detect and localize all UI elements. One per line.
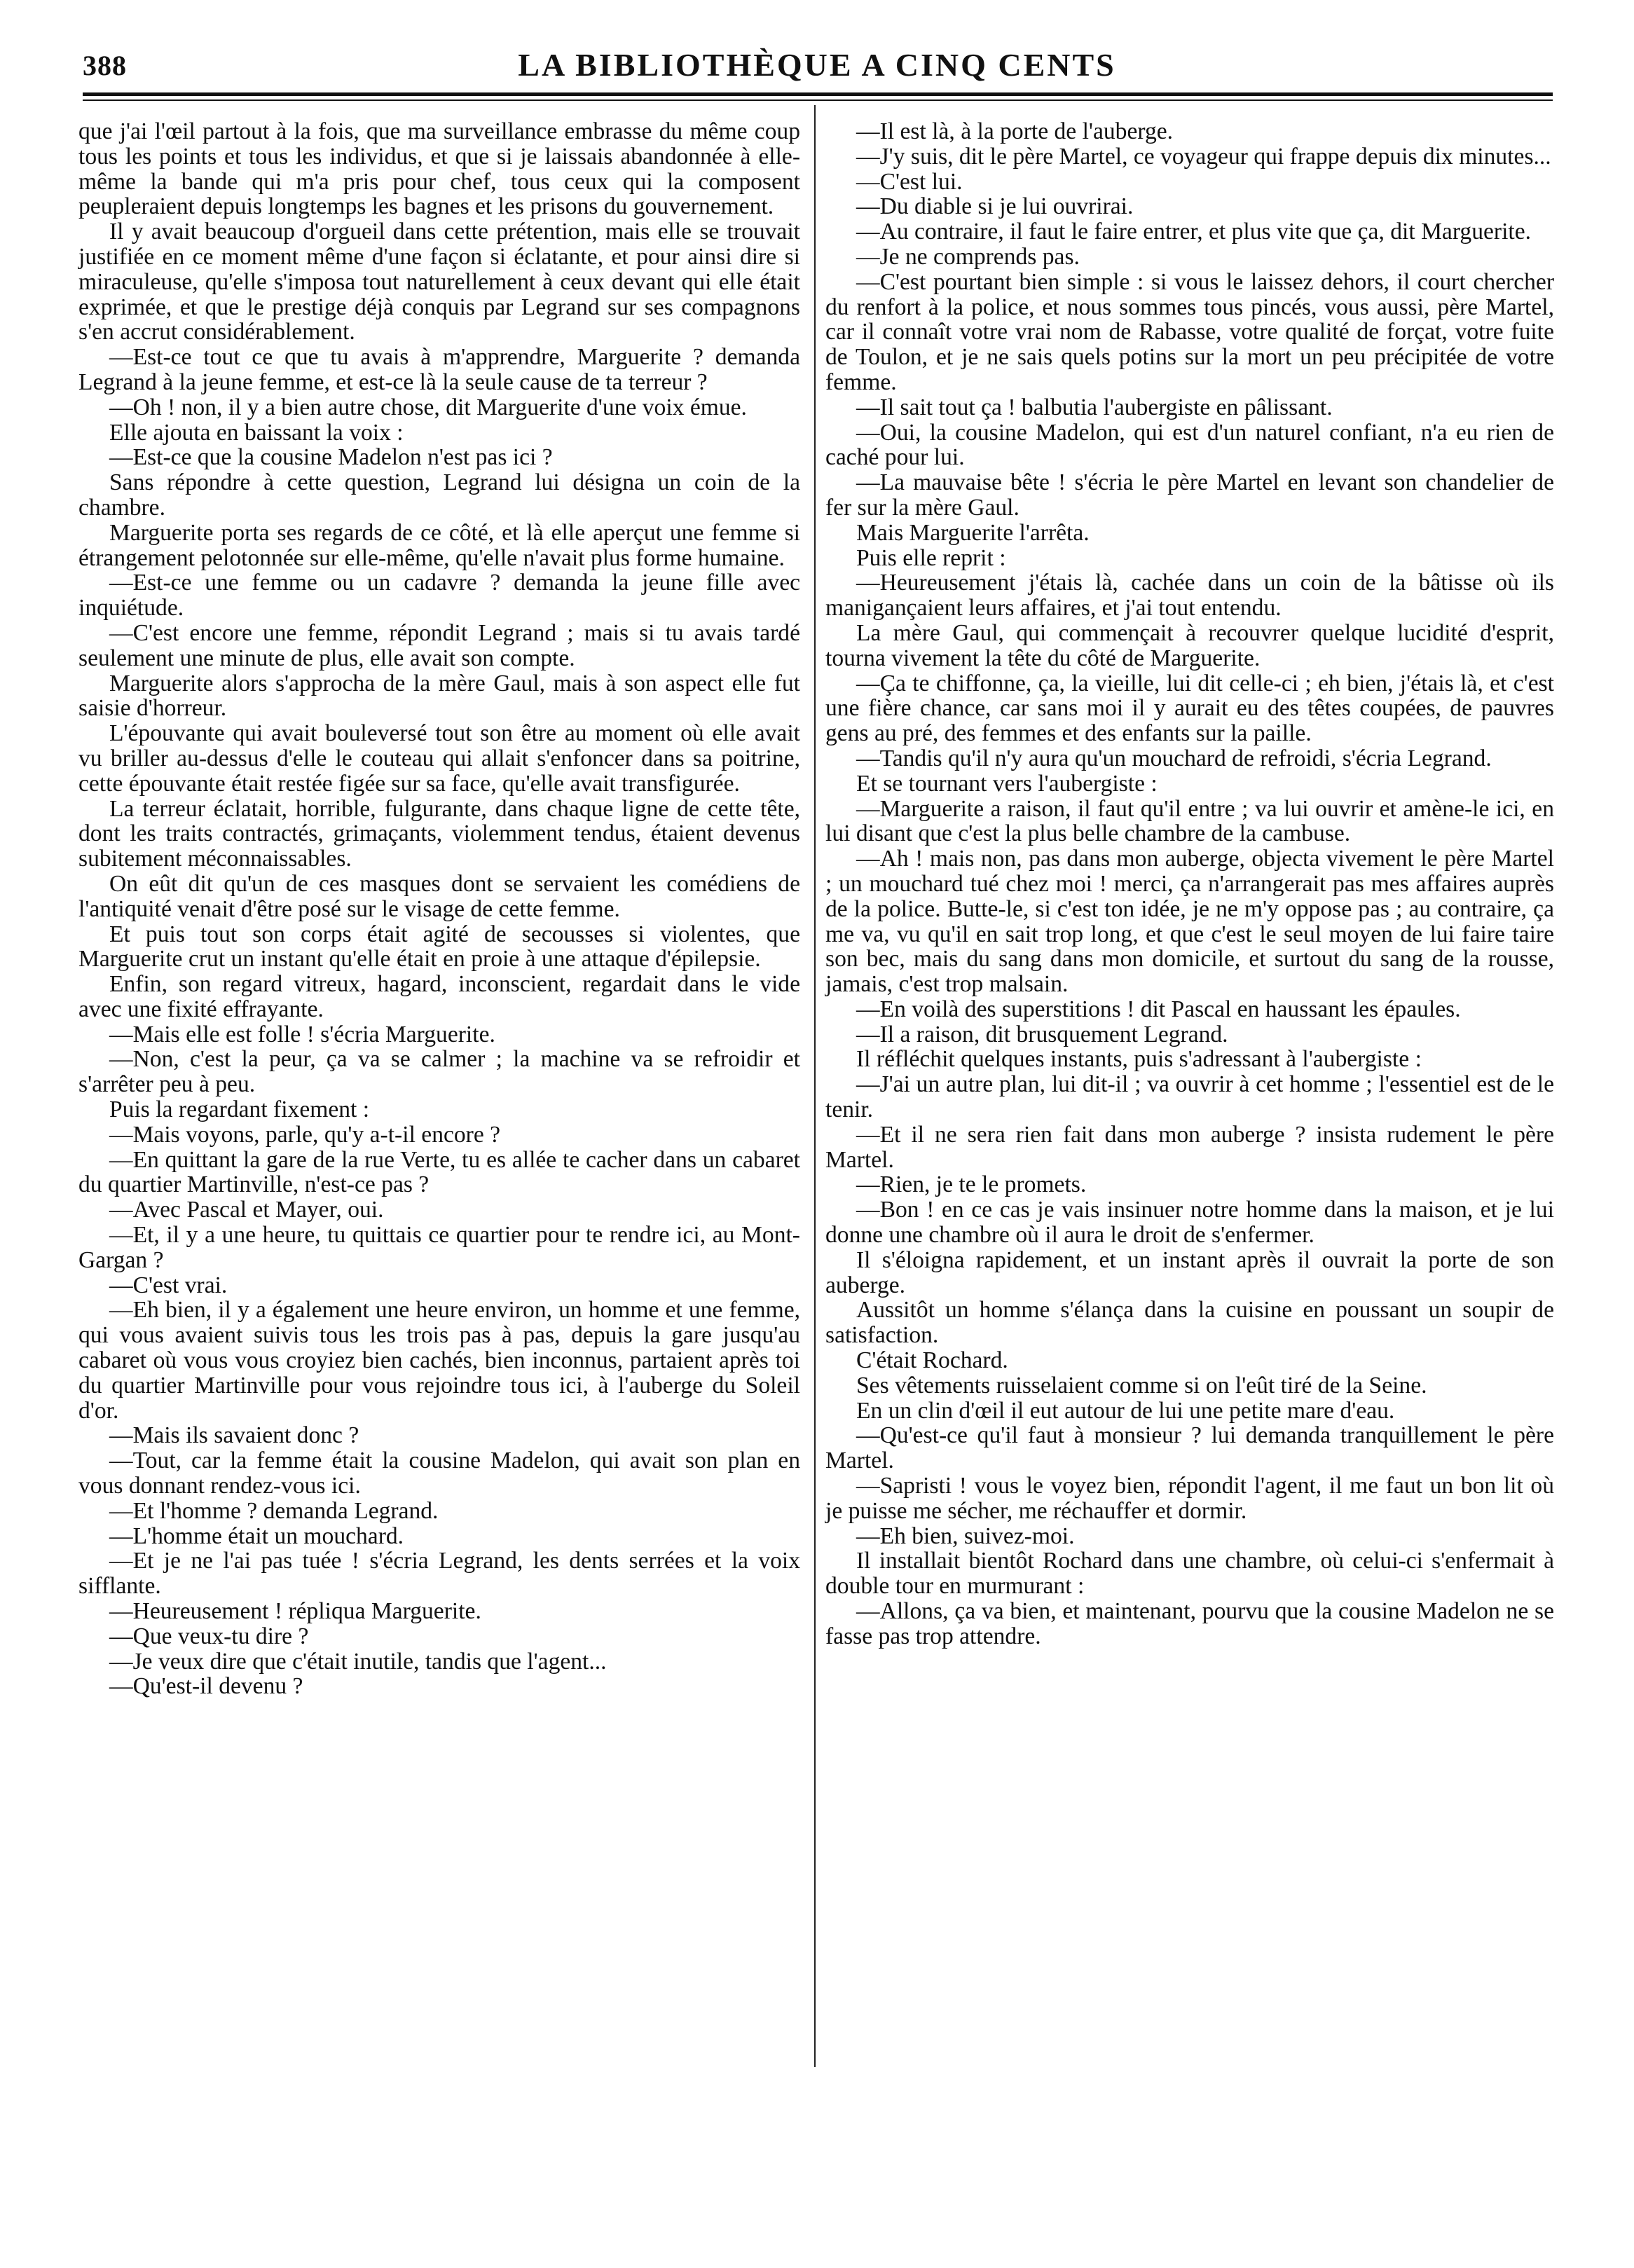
paragraph: Il s'éloigna rapidement, et un instant après il ouvrait la porte de son auberge.	[825, 1246, 1554, 1298]
header-rule	[83, 92, 1553, 96]
paragraph: Il réfléchit quelques instants, puis s'adressant à l'aubergiste :	[856, 1046, 1422, 1073]
paragraph: —C'est vrai.	[109, 1272, 228, 1298]
page-header	[83, 43, 1551, 92]
paragraph: —Du diable si je lui ouvrirai.	[856, 193, 1134, 220]
paragraph: Et se tournant vers l'aubergiste :	[856, 770, 1158, 797]
column-divider	[814, 105, 816, 2067]
paragraph: —Eh bien, suivez-moi.	[856, 1523, 1075, 1549]
left-column	[78, 119, 800, 1699]
paragraph: —Est-ce que la cousine Madelon n'est pas ici ?	[109, 444, 553, 471]
paragraph: —J'y suis, dit le père Martel, ce voyageur qui frappe depuis dix minutes...	[856, 143, 1551, 170]
paragraph: —Mais ils savaient donc ?	[109, 1422, 359, 1449]
paragraph: —Il a raison, dit brusquement Legrand.	[856, 1021, 1228, 1047]
paragraph: —Et l'homme ? demanda Legrand.	[109, 1497, 439, 1524]
paragraph: Elle ajouta en baissant la voix :	[109, 419, 404, 446]
paragraph: —C'est pourtant bien simple : si vous le laissez dehors, il court chercher du renfort à la police, et nous sommes tous pincés, vous aussi, père Martel, car il connaît votre vrai nom de Rabasse, votre qualité de forçat, votre fuite de Toulon, et je ne sais quels potins sur la mort un peu précipitée de votre femme.	[825, 268, 1554, 395]
paragraph: —En quittant la gare de la rue Verte, tu es allée te cacher dans un cabaret du quartier Martinville, n'est-ce pas ?	[78, 1146, 800, 1198]
paragraph: Ses vêtements ruisselaient comme si on l'eût tiré de la Seine.	[856, 1372, 1427, 1398]
paragraph: Aussitôt un homme s'élança dans la cuisine en poussant un soupir de satisfaction.	[825, 1297, 1554, 1349]
paragraph: C'était Rochard.	[856, 1347, 1008, 1374]
paragraph: —Tandis qu'il n'y aura qu'un mouchard de refroidi, s'écria Legrand.	[856, 745, 1492, 771]
paragraph: —Et je ne l'ai pas tuée ! s'écria Legrand, les dents serrées et la voix sifflante.	[78, 1548, 800, 1600]
paragraph: —Bon ! en ce cas je vais insinuer notre homme dans la maison, et je lui donne une chambre où il aura le droit de s'enfermer.	[825, 1197, 1554, 1249]
paragraph: —Est-ce une femme ou un cadavre ? demanda la jeune fille avec inquiétude.	[78, 570, 800, 621]
paragraph: que j'ai l'œil partout à la fois, que ma surveillance embrasse du même coup tous les points et tous les individus, et que si je laissais abandonnée à elle-même la bande qui m'a pris pour chef, tous ceux qui la composent peupleraient depuis longtemps les bagnes et les prisons du gouvernement.	[78, 118, 800, 220]
paragraph: On eût dit qu'un de ces masques dont se servaient les comédiens de l'antiquité venait d'être posé sur le visage de cette femme.	[78, 870, 800, 922]
paragraph: Puis elle reprit :	[856, 544, 1006, 571]
paragraph: —Oh ! non, il y a bien autre chose, dit Marguerite d'une voix émue.	[109, 394, 747, 420]
paragraph: —Et il ne sera rien fait dans mon auberge ? insista rudement le père Martel.	[825, 1121, 1554, 1173]
paragraph: —Il est là, à la porte de l'auberge.	[856, 118, 1174, 144]
paragraph: —Il sait tout ça ! balbutia l'aubergiste en pâlissant.	[856, 394, 1333, 420]
paragraph: —C'est encore une femme, répondit Legrand ; mais si tu avais tardé seulement une minute de plus, elle avait son compte.	[78, 619, 800, 671]
paragraph: Et puis tout son corps était agité de secousses si violentes, que Marguerite crut un instant qu'elle était en proie à une attaque d'épilepsie.	[78, 921, 800, 973]
paragraph: —Heureusement j'étais là, cachée dans un coin de la bâtisse où ils manigançaient leurs affaires, et j'ai tout entendu.	[825, 570, 1554, 621]
paragraph: Il y avait beaucoup d'orgueil dans cette prétention, mais elle se trouvait justifiée en ce moment même d'une façon si éclatante, et pour ainsi dire si miraculeuse, qu'elle s'imposa tout naturellement à ceux devant qui elle était exprimée, et que le prestige déjà conquis par Legrand sur ses compagnons s'en accrut considérablement.	[78, 219, 800, 345]
paragraph: —Heureusement ! répliqua Marguerite.	[109, 1598, 481, 1625]
paragraph: —Avec Pascal et Mayer, oui.	[109, 1197, 384, 1223]
paragraph: —Je ne comprends pas.	[856, 243, 1080, 270]
paragraph: —Tout, car la femme était la cousine Madelon, qui avait son plan en vous donnant rendez-vous ici.	[78, 1448, 800, 1499]
paragraph: —C'est lui.	[856, 168, 963, 195]
paragraph: Enfin, son regard vitreux, hagard, inconscient, regardait dans le vide avec une fixité effrayante.	[78, 971, 800, 1022]
paragraph: —Qu'est-il devenu ?	[109, 1673, 303, 1700]
right-column	[825, 119, 1554, 1649]
paragraph: —Je veux dire que c'était inutile, tandis que l'agent...	[109, 1648, 607, 1675]
paragraph: La terreur éclatait, horrible, fulgurante, dans chaque ligne de cette tête, dont les traits contractés, grimaçants, violemment tendus, étaient devenus subitement méconnaissables.	[78, 795, 800, 872]
paragraph: Marguerite alors s'approcha de la mère Gaul, mais à son aspect elle fut saisie d'horreur.	[78, 670, 800, 722]
paragraph: —Oui, la cousine Madelon, qui est d'un naturel confiant, n'a eu rien de caché pour lui.	[825, 419, 1554, 471]
paragraph: —Rien, je te le promets.	[856, 1171, 1087, 1198]
paragraph: Sans répondre à cette question, Legrand lui désigna un coin de la chambre.	[78, 469, 800, 521]
paragraph: —L'homme était un mouchard.	[109, 1523, 404, 1549]
header-rule-thin	[83, 99, 1553, 101]
paragraph: —Marguerite a raison, il faut qu'il entre ; va lui ouvrir et amène-le ici, en lui disant que c'est la plus belle chambre de la cambuse.	[825, 795, 1554, 847]
paragraph: —En voilà des superstitions ! dit Pascal en haussant les épaules.	[856, 996, 1461, 1022]
paragraph: —Mais elle est folle ! s'écria Marguerite.	[109, 1021, 495, 1047]
paragraph: —La mauvaise bête ! s'écria le père Martel en levant son chandelier de fer sur la mère Gaul.	[825, 469, 1554, 521]
paragraph: —Au contraire, il faut le faire entrer, et plus vite que ça, dit Marguerite.	[856, 219, 1532, 245]
paragraph: Il installait bientôt Rochard dans une chambre, où celui-ci s'enfermait à double tour en murmurant :	[825, 1548, 1554, 1600]
paragraph: —Eh bien, il y a également une heure environ, un homme et une femme, qui vous avaient suivis tous les trois pas à pas, depuis la gare jusqu'au cabaret où vous vous croyiez bien cachés, bien inconnus, partaient après toi du quartier Martinville pour vous rejoindre tous ici, à l'auberge du Soleil d'or.	[78, 1297, 800, 1424]
paragraph: —Ça te chiffonne, ça, la vieille, lui dit celle-ci ; eh bien, j'étais là, et c'est une fière chance, car sans moi il y aurait eu des têtes coupées, de pauvres gens au pré, des femmes et des enfants sur la paille.	[825, 670, 1554, 747]
paragraph: —Que veux-tu dire ?	[109, 1623, 309, 1649]
paragraph: Puis la regardant fixement :	[109, 1097, 370, 1123]
paragraph: Mais Marguerite l'arrêta.	[856, 519, 1090, 546]
paragraph: —Mais voyons, parle, qu'y a-t-il encore ?	[109, 1121, 501, 1148]
paragraph: Marguerite porta ses regards de ce côté, et là elle aperçut une femme si étrangement pelotonnée sur elle-même, qu'elle n'avait plus forme humaine.	[78, 519, 800, 571]
paragraph: —Sapristi ! vous le voyez bien, répondit l'agent, il me faut un bon lit où je puisse me sécher, me réchauffer et dormir.	[825, 1473, 1554, 1524]
paragraph: —Qu'est-ce qu'il faut à monsieur ? lui demanda tranquillement le père Martel.	[825, 1422, 1554, 1474]
paragraph: En un clin d'œil il eut autour de lui une petite mare d'eau.	[856, 1397, 1395, 1424]
paragraph: —Est-ce tout ce que tu avais à m'apprendre, Marguerite ? demanda Legrand à la jeune femme, et est-ce là la seule cause de ta terreur ?	[78, 344, 800, 395]
running-title: LA BIBLIOTHÈQUE A CINQ CENTS	[518, 47, 1116, 83]
paragraph: —Et, il y a une heure, tu quittais ce quartier pour te rendre ici, au Mont-Gargan ?	[78, 1222, 800, 1273]
paragraph: —Non, c'est la peur, ça va se calmer ; la machine va se refroidir et s'arrêter peu à peu.	[78, 1046, 800, 1098]
paragraph: —Ah ! mais non, pas dans mon auberge, objecta vivement le père Martel ; un mouchard tué chez moi ! merci, ça n'arrangerait pas mes affaires auprès de la police. Butte-le, si c'est ton idée, je ne m'y oppose pas ; au contraire, ça me va, vu qu'il en sait trop long, et que c'est le seul moyen de lui faire taire son bec, mais du sang dans mon domicile, et surtout du sang de la rousse, jamais, c'est trop malsain.	[825, 846, 1554, 998]
paragraph: L'épouvante qui avait bouleversé tout son être au moment où elle avait vu briller au-dessus d'elle le couteau qui allait s'enfoncer dans sa poitrine, cette épouvante était restée figée sur sa face, qu'elle avait transfigurée.	[78, 720, 800, 797]
paragraph: La mère Gaul, qui commençait à recouvrer quelque lucidité d'esprit, tourna vivement la tête du côté de Marguerite.	[825, 619, 1554, 671]
page-number: 388	[83, 50, 127, 81]
paragraph: —J'ai un autre plan, lui dit-il ; va ouvrir à cet homme ; l'essentiel est de le tenir.	[825, 1071, 1554, 1123]
paragraph: —Allons, ça va bien, et maintenant, pourvu que la cousine Madelon ne se fasse pas trop attendre.	[825, 1598, 1554, 1649]
